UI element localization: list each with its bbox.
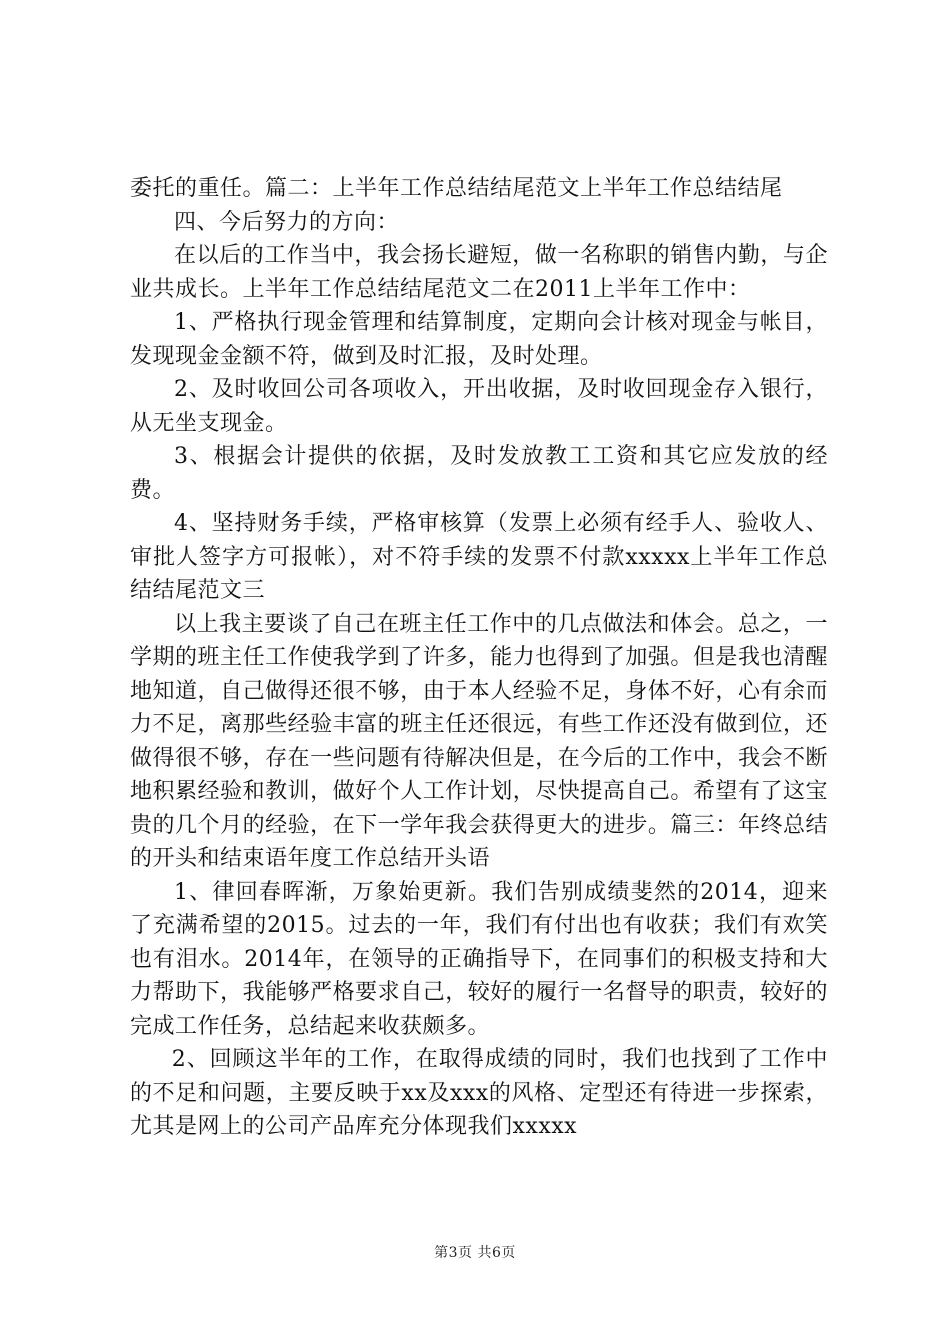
paragraph-9: 1、律回春晖渐，万象始更新。我们告别成绩斐然的2014，迎来了充满希望的2015。过去的一年，我们有付出也有收获；我们有欢笑也有泪水。2014年，在领导的正确指导下，在同事们的积极支持和大力帮助下，我能够严格要求自己，较好的履行一名督导的职责，较好的完成工作任务，总结起来收获颇多。 — [130, 879, 828, 1039]
paragraph-5: 2、及时收回公司各项收入，开出收据，及时收回现金存入银行，从无坐支现金。 — [130, 377, 828, 436]
paragraph-2: 四、今后努力的方向： — [174, 209, 400, 235]
page-number-footer: 第3页 共6页 — [434, 1245, 516, 1261]
document-body — [130, 172, 828, 1144]
paragraph-4: 1、严格执行现金管理和结算制度，定期向会计核对现金与帐目，发现现金金额不符，做到及时汇报，及时处理。 — [130, 310, 828, 369]
paragraph-8: 以上我主要谈了自己在班主任工作中的几点做法和体会。总之，一学期的班主任工作使我学到了许多，能力也得到了加强。但是我也清醒地知道，自己做得还很不够，由于本人经验不足，身体不好，心有余而力不足，离那些经验丰富的班主任还很远，有些工作还没有做到位，还做得很不够，存在一些问题有待解决但是，在今后的工作中，我会不断地积累经验和教训，做好个人工作计划，尽快提高自己。希望有了这宝贵的几个月的经验，在下一学年我会获得更大的进步。篇三：年终总结的开头和结束语年度工作总结开头语 — [130, 611, 828, 871]
paragraph-3: 在以后的工作当中，我会扬长避短，做一名称职的销售内勤，与企业共成长。上半年工作总结结尾范文二在2011上半年工作中： — [130, 243, 828, 302]
paragraph-7: 4、坚持财务手续，严格审核算（发票上必须有经手人、验收人、审批人签字方可报帐），对不符手续的发票不付款xxxxx上半年工作总结结尾范文三 — [130, 511, 828, 603]
paragraph-1: 委托的重任。篇二：上半年工作总结结尾范文上半年工作总结结尾 — [130, 176, 783, 201]
paragraph-10: 2、回顾这半年的工作，在取得成绩的同时，我们也找到了工作中的不足和问题，主要反映于xx及xxx的风格、定型还有待进一步探索，尤其是网上的公司产品库充分体现我们xxxxx — [130, 1047, 828, 1139]
paragraph-6: 3、根据会计提供的依据，及时发放教工工资和其它应发放的经费。 — [130, 444, 828, 503]
